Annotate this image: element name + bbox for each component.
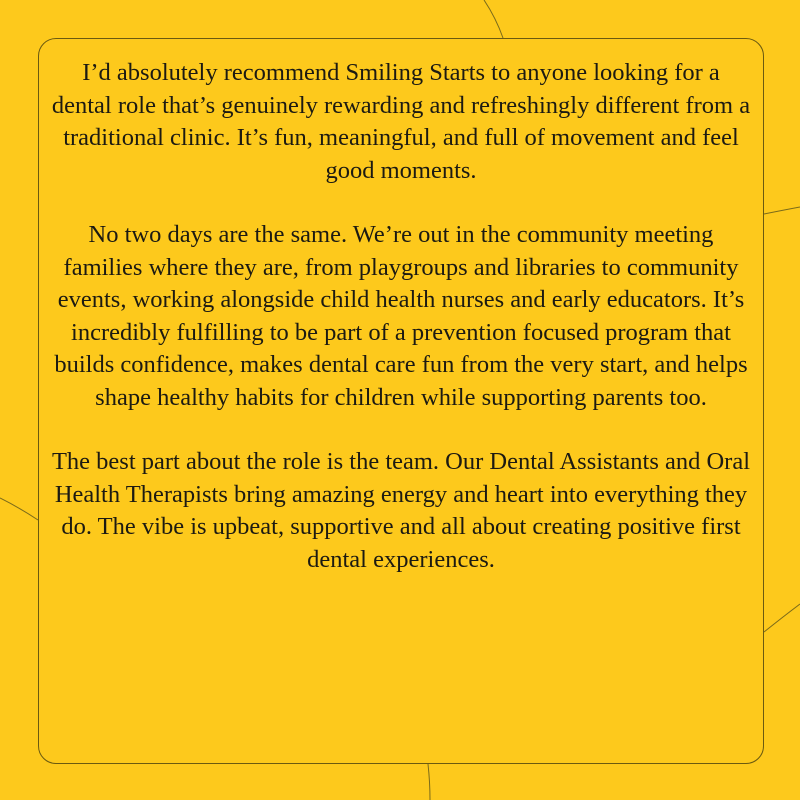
deco-line-right-upper bbox=[764, 207, 800, 214]
testimonial-paragraph-3: The best part about the role is the team. Our Dental Assistants and Oral Health Therapists bring amazing energy and heart into everything they do. The vibe is upbeat, supportive and all about creating positive first dental experiences. bbox=[51, 448, 751, 573]
deco-line-bottom bbox=[428, 764, 430, 800]
testimonial-paragraph-1: I’d absolutely recommend Smiling Starts to anyone looking for a dental role that’s genuinely rewarding and refreshingly different from a traditional clinic. It’s fun, meaningful, and full of movement and feel good moments. bbox=[51, 59, 751, 184]
testimonial-card bbox=[38, 38, 764, 764]
deco-line-top bbox=[484, 0, 503, 38]
deco-line-left bbox=[0, 498, 38, 520]
testimonial-paragraph-2: No two days are the same. We’re out in the community meeting families where they are, from playgroups and libraries to community events, working alongside child health nurses and early educators. It’s incredibly fulfilling to be part of a prevention focused program that builds confidence, makes dental care fun from the very start, and helps shape healthy habits for children while supporting parents too. bbox=[54, 221, 748, 411]
deco-line-right-lower bbox=[764, 604, 800, 632]
